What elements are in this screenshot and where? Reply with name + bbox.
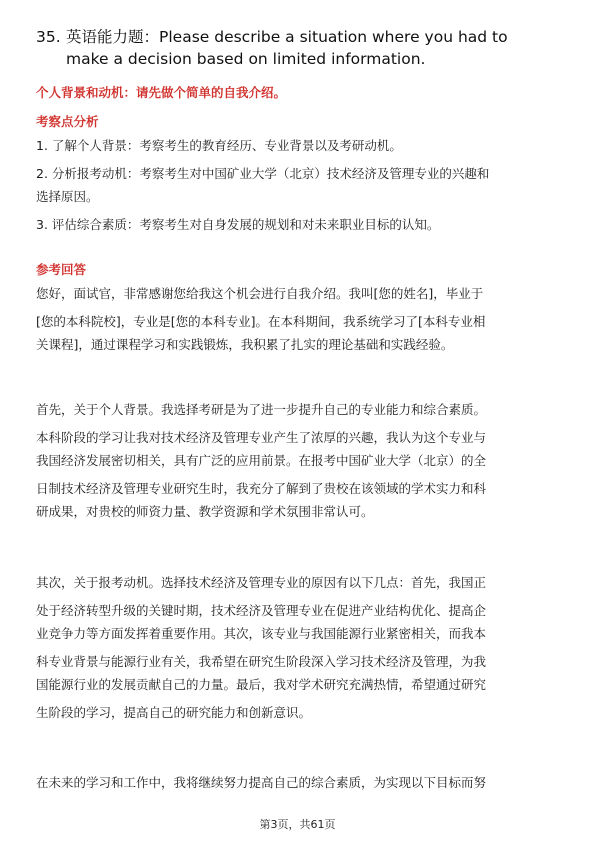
analysis-heading: 考察点分析 [36,114,99,129]
intro-heading: 个人背景和动机：请先做个简单的自我介绍。 [36,85,287,100]
text-line: 处于经济转型升级的关键时期，技术经济及管理专业在促进产业结构优化、提高企 [36,602,487,618]
text-line: 研成果，对贵校的师资力量、教学资源和学术氛围非常认可。 [36,504,374,519]
text-line: 本科阶段的学习让我对技术经济及管理专业产生了浓厚的兴趣，我认为这个专业与 [36,429,487,445]
text-line: 在未来的学习和工作中，我将继续努力提高自己的综合素质，为实现以下目标而努 [36,775,487,790]
page-footer: 第3页，共61页 [259,818,336,831]
text-line: 科专业背景与能源行业有关，我希望在研究生阶段深入学习技术经济及管理，为我 [36,653,487,669]
answer-paragraph-2 [36,398,558,524]
answer-paragraph-4 [36,771,558,795]
text-line: 首先，关于个人背景。我选择考研是为了进一步提升自己的专业能力和综合素质。 [36,402,487,417]
question-line-2: make a decision based on limited information. [66,50,426,68]
analysis-item: 选择原因。 [36,189,99,204]
question-title [36,26,536,70]
text-line: 您好，面试官，非常感谢您给我这个机会进行自我介绍。我叫[您的姓名]，毕业于 [36,286,484,301]
analysis-list [36,134,558,236]
answer-paragraph-1 [36,282,558,357]
text-line: [您的本科院校]，专业是[您的本科专业]。在本科期间，我系统学习了[本科专业相 [36,313,486,329]
analysis-item: 3. 评估综合素质：考察考生对自身发展的规划和对未来职业目标的认知。 [36,216,440,232]
question-number: 35. [36,28,61,46]
text-line: 日制技术经济及管理专业研究生时，我充分了解到了贵校在该领域的学术实力和科 [36,480,487,496]
answer-paragraph-3 [36,571,558,724]
analysis-item: 1. 了解个人背景：考察考生的教育经历、专业背景以及考研动机。 [36,138,402,153]
text-line: 生阶段的学习，提高自己的研究能力和创新意识。 [36,704,312,720]
text-line: 关课程]，通过课程学习和实践锻炼，我积累了扎实的理论基础和实践经验。 [36,337,454,352]
answer-heading: 参考回答 [36,262,87,277]
analysis-item: 2. 分析报考动机：考察考生对中国矿业大学（北京）技术经济及管理专业的兴趣和 [36,165,490,181]
text-line: 业竞争力等方面发挥着重要作用。其次，该专业与我国能源行业紧密相关，而我本 [36,626,487,641]
text-line: 国能源行业的发展贡献自己的力量。最后，我对学术研究充满热情，希望通过研究 [36,677,487,692]
question-line-1: 英语能力题：Please describe a situation where you had to [66,28,508,46]
text-line: 我国经济发展密切相关，具有广泛的应用前景。在报考中国矿业大学（北京）的全 [36,453,487,468]
text-line: 其次，关于报考动机。选择技术经济及管理专业的原因有以下几点：首先，我国正 [36,575,487,590]
